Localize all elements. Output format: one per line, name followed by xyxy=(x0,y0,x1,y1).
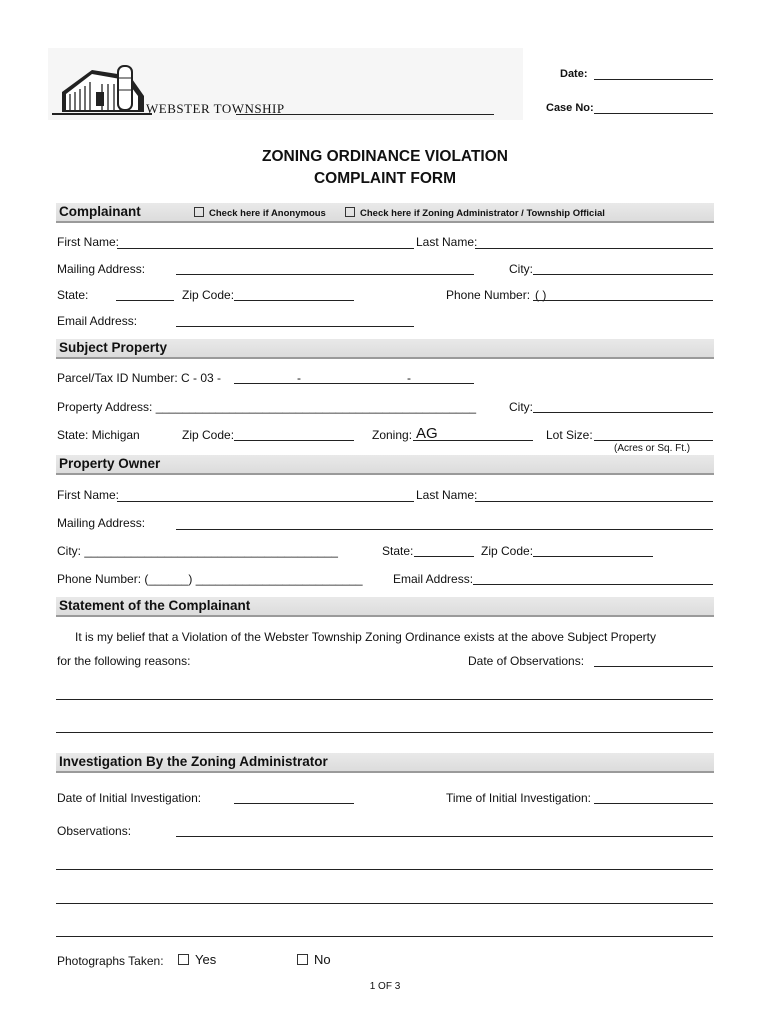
official-label: Check here if Zoning Administrator / Township Official xyxy=(360,208,605,219)
owner-city-label: City: ______________________________________ xyxy=(57,544,338,558)
township-name: WEBSTER TOWNSHIP xyxy=(146,101,285,116)
photos-no-option[interactable] xyxy=(297,953,331,967)
parcel-dash: - xyxy=(297,371,301,385)
city-field[interactable] xyxy=(533,274,713,275)
section-subject-property xyxy=(56,339,714,359)
state-label: State: xyxy=(57,288,89,302)
photographs-label: Photographs Taken: xyxy=(57,954,164,968)
owner-mailing-label: Mailing Address: xyxy=(57,516,146,530)
date-field[interactable] xyxy=(594,79,713,80)
property-zip-label: Zip Code: xyxy=(182,428,235,442)
form-title-line1: ZONING ORDINANCE VIOLATION xyxy=(262,148,508,165)
owner-last-name-field[interactable] xyxy=(475,501,713,502)
form-title-line2: COMPLAINT FORM xyxy=(313,170,457,187)
parcel-field[interactable] xyxy=(234,383,474,384)
logo-underline xyxy=(236,114,494,115)
checkbox-icon[interactable] xyxy=(345,207,355,217)
owner-last-name-label: Last Name: xyxy=(416,488,478,502)
owner-zip-field[interactable] xyxy=(533,556,653,557)
page-number: 1 OF 3 xyxy=(369,981,401,992)
anonymous-checkbox[interactable] xyxy=(194,207,326,221)
observations-field[interactable] xyxy=(176,836,713,837)
date-label: Date: xyxy=(560,68,588,80)
property-city-label: City: xyxy=(509,400,533,414)
observations-line[interactable] xyxy=(56,903,713,904)
date-initial-field[interactable] xyxy=(234,803,354,804)
time-initial-field[interactable] xyxy=(594,803,713,804)
zoning-label: Zoning: xyxy=(372,428,413,442)
owner-email-label: Email Address: xyxy=(393,572,474,586)
yes-label: Yes xyxy=(195,952,217,967)
property-city-field[interactable] xyxy=(533,412,713,413)
property-address-label: Property Address: ________________________________________________ xyxy=(57,400,477,414)
checkbox-icon[interactable] xyxy=(194,207,204,217)
owner-email-field[interactable] xyxy=(473,584,713,585)
owner-mailing-field[interactable] xyxy=(176,529,713,530)
date-observations-field[interactable] xyxy=(594,666,713,667)
observations-label: Observations: xyxy=(57,824,132,838)
zoning-value[interactable]: AG xyxy=(416,425,438,442)
case-number-label: Case No: xyxy=(546,102,594,114)
owner-zip-label: Zip Code: xyxy=(481,544,534,558)
owner-phone-label: Phone Number: (______) _________________________ xyxy=(57,572,363,586)
lot-size-note: (Acres or Sq. Ft.) xyxy=(614,443,691,454)
phone-field[interactable] xyxy=(533,300,713,301)
observations-line[interactable] xyxy=(56,869,713,870)
section-heading: Investigation By the Zoning Administrator xyxy=(59,754,328,769)
case-number-field[interactable] xyxy=(594,113,713,114)
section-investigation xyxy=(56,753,714,773)
no-label: No xyxy=(314,952,331,967)
last-name-label: Last Name: xyxy=(416,235,478,249)
lot-size-label: Lot Size: xyxy=(546,428,593,442)
city-label: City: xyxy=(509,262,533,276)
checkbox-icon[interactable] xyxy=(297,954,308,965)
section-property-owner xyxy=(56,455,714,475)
official-checkbox[interactable] xyxy=(345,207,605,221)
belief-statement: It is my belief that a Violation of the Webster Township Zoning Ordinance exists at the above Subject Property xyxy=(75,630,656,644)
mailing-address-field[interactable] xyxy=(176,274,474,275)
observations-line[interactable] xyxy=(56,936,713,937)
zip-field[interactable] xyxy=(234,300,354,301)
owner-first-name-label: First Name: xyxy=(57,488,120,502)
owner-state-field[interactable] xyxy=(414,556,474,557)
owner-first-name-field[interactable] xyxy=(117,501,414,502)
time-initial-label: Time of Initial Investigation: xyxy=(446,791,591,805)
reasons-line[interactable] xyxy=(56,699,713,700)
first-name-label: First Name: xyxy=(57,235,120,249)
anonymous-label: Check here if Anonymous xyxy=(209,208,326,219)
date-initial-label: Date of Initial Investigation: xyxy=(57,791,202,805)
section-heading: Subject Property xyxy=(59,340,168,355)
email-label: Email Address: xyxy=(57,314,138,328)
first-name-field[interactable] xyxy=(117,248,414,249)
reasons-label: for the following reasons: xyxy=(57,654,191,668)
state-field[interactable] xyxy=(116,300,174,301)
barn-logo-icon xyxy=(52,62,152,118)
section-heading: Statement of the Complainant xyxy=(59,598,251,613)
section-statement xyxy=(56,597,714,617)
section-heading: Property Owner xyxy=(59,456,161,471)
parcel-dash: - xyxy=(407,371,411,385)
lot-size-field[interactable] xyxy=(594,440,713,441)
phone-area-code: ( ) xyxy=(535,288,547,302)
property-zip-field[interactable] xyxy=(234,440,354,441)
date-observations-label: Date of Observations: xyxy=(468,654,585,668)
zoning-field[interactable] xyxy=(413,440,533,441)
parcel-label: Parcel/Tax ID Number: C - 03 - xyxy=(57,371,222,385)
reasons-line[interactable] xyxy=(56,732,713,733)
phone-label: Phone Number: xyxy=(446,288,531,302)
owner-state-label: State: xyxy=(382,544,414,558)
zip-label: Zip Code: xyxy=(182,288,235,302)
property-state: State: Michigan xyxy=(57,428,140,442)
last-name-field[interactable] xyxy=(475,248,713,249)
section-heading: Complainant xyxy=(59,204,141,219)
checkbox-icon[interactable] xyxy=(178,954,189,965)
mailing-address-label: Mailing Address: xyxy=(57,262,146,276)
photos-yes-option[interactable] xyxy=(178,953,216,967)
email-field[interactable] xyxy=(176,326,414,327)
